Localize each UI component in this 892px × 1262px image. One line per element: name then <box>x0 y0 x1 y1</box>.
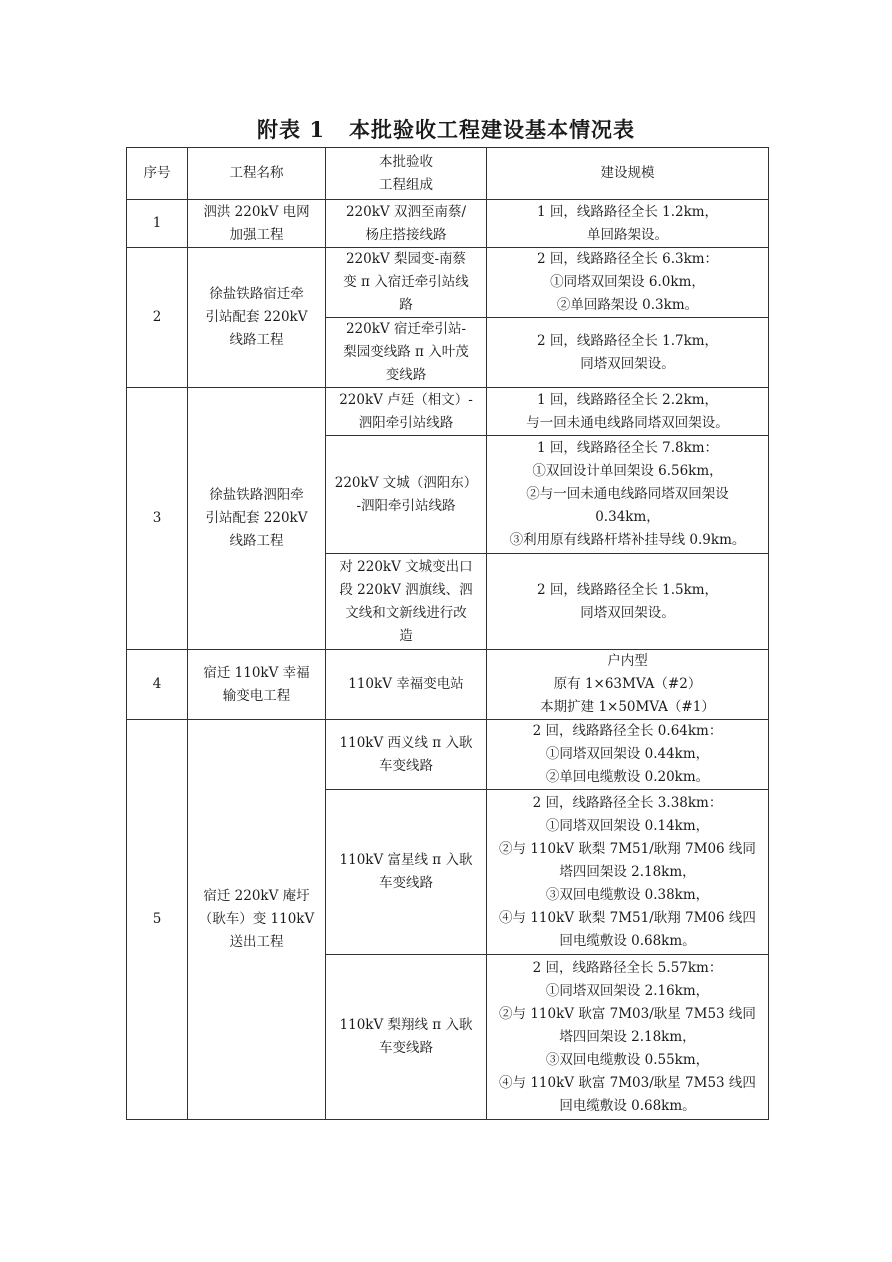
composition-cell-line: 220kV 双泗至南蔡/ <box>345 203 467 220</box>
scale-cell-line: ②单回路架设 0.3km。 <box>556 297 699 313</box>
scale-cell-line: 同塔双回架设。 <box>580 355 675 372</box>
table-row <box>127 248 769 318</box>
scale-cell-line: 户内型 <box>607 653 648 669</box>
scale-cell-line: ③双回电缆敷设 0.55km， <box>545 1051 710 1068</box>
scale-cell-line: 回电缆敷设 0.68km。 <box>559 1097 696 1114</box>
composition-cell <box>326 554 487 650</box>
scale-cell <box>487 436 769 554</box>
scale-cell-line: 塔四回架设 2.18km， <box>559 1028 696 1045</box>
composition-cell <box>326 388 487 436</box>
scale-cell-line: 2 回，线路路径全长 1.5km， <box>536 581 719 598</box>
header-composition <box>326 148 487 200</box>
scale-cell-line: 1 回，线路路径全长 7.8km： <box>536 440 719 456</box>
composition-cell-line: 文线和文新线进行改 <box>345 604 467 621</box>
scale-cell-line: ①同塔双回架设 2.16km， <box>545 982 710 999</box>
project-name-cell-line: 徐盐铁路宿迁牵 <box>209 286 304 302</box>
scale-cell-line: 单回路架设。 <box>587 226 668 243</box>
scale-cell-line: ③双回电缆敷设 0.38km， <box>545 886 710 903</box>
seq-cell <box>127 720 188 1120</box>
table-title-text: 本批验收工程建设基本情况表 <box>348 117 635 142</box>
project-name-cell-line: 线路工程 <box>229 533 284 549</box>
table-title <box>0 114 892 144</box>
project-name-cell-line: 宿迁 220kV 庵圩 <box>203 888 310 904</box>
project-name-cell-line: 线路工程 <box>229 332 284 348</box>
scale-cell-line: 回电缆敷设 0.68km。 <box>559 932 696 949</box>
composition-cell <box>326 955 487 1120</box>
scale-cell-line: ①双回设计单回架设 6.56km， <box>532 463 723 479</box>
seq-cell-line: 3 <box>152 510 162 526</box>
scale-cell <box>487 720 769 790</box>
composition-cell-line: 对 220kV 文城变出口 <box>339 558 473 575</box>
scale-cell <box>487 200 769 248</box>
scale-cell-line: 1 回，线路路径全长 1.2km， <box>536 203 719 220</box>
scale-cell-line: ①同塔双回架设 0.14km， <box>545 817 710 834</box>
project-table <box>126 147 769 1120</box>
scale-cell-line: 1 回，线路路径全长 2.2km， <box>536 391 719 408</box>
table-row <box>127 200 769 248</box>
composition-cell-line: 车变线路 <box>379 1040 433 1056</box>
project-name-cell <box>188 200 326 248</box>
scale-cell-line: 0.34km， <box>595 509 660 525</box>
header-seq: 序号 <box>127 148 188 200</box>
composition-cell-line: 泗阳牵引站线路 <box>358 414 454 431</box>
composition-cell <box>326 318 487 388</box>
composition-cell <box>326 436 487 554</box>
composition-cell-line: 造 <box>399 627 413 644</box>
scale-cell-line: 2 回，线路路径全长 5.57km： <box>532 959 723 976</box>
composition-cell-line: -泗阳牵引站线路 <box>356 497 456 514</box>
seq-cell <box>127 200 188 248</box>
project-name-cell-line: 徐盐铁路泗阳牵 <box>209 487 304 503</box>
scale-cell-line: ②与 110kV 耿梨 7M51/耿翔 7M06 线同 <box>499 840 756 857</box>
project-name-cell-line: 输变电工程 <box>222 687 291 704</box>
scale-cell-line: 2 回，线路路径全长 1.7km， <box>536 332 719 349</box>
scale-cell-line: 2 回，线路路径全长 6.3km： <box>536 251 719 267</box>
project-name-cell <box>188 720 326 1120</box>
scale-cell-line: 2 回，线路路径全长 3.38km： <box>532 794 723 811</box>
scale-cell-line: 本期扩建 1×50MVA（#1） <box>540 699 715 715</box>
composition-cell-line: 110kV 西义线 π 入耿 <box>339 734 473 751</box>
seq-cell-line: 4 <box>152 676 162 692</box>
project-name-cell <box>188 248 326 388</box>
scale-cell-line: 与一回未通电线路同塔双回架设。 <box>526 414 729 431</box>
header-project-name: 工程名称 <box>188 148 326 200</box>
composition-cell-line: 110kV 梨翔线 π 入耿 <box>339 1017 473 1033</box>
composition-cell <box>326 248 487 318</box>
composition-cell-line: 车变线路 <box>379 757 433 774</box>
table-row <box>127 388 769 436</box>
composition-cell-line: 段 220kV 泗旗线、泗 <box>339 581 473 598</box>
scale-cell-line: ④与 110kV 耿梨 7M51/耿翔 7M06 线四 <box>499 909 756 926</box>
project-name-cell <box>188 388 326 650</box>
scale-cell <box>487 650 769 720</box>
table-row <box>127 720 769 790</box>
composition-cell-line: 变 π 入宿迁牵引站线 <box>343 274 469 290</box>
header-composition-line: 本批验收 <box>379 153 433 170</box>
project-name-cell-line: 泗洪 220kV 电网 <box>203 203 310 220</box>
composition-cell-line: 梨园变线路 π 入叶茂 <box>343 344 469 360</box>
composition-cell <box>326 720 487 790</box>
scale-cell-line: ②与一回未通电线路同塔双回架设 <box>526 486 729 502</box>
seq-cell <box>127 650 188 720</box>
scale-cell-line: ②与 110kV 耿富 7M03/耿星 7M53 线同 <box>499 1005 756 1022</box>
project-name-cell <box>188 650 326 720</box>
composition-cell-line: 杨庄搭接线路 <box>365 226 447 243</box>
scale-cell-line: 同塔双回架设。 <box>580 604 675 621</box>
composition-cell-line: 220kV 卢廷（相文）- <box>339 391 473 408</box>
scale-cell <box>487 248 769 318</box>
scale-cell-line: ③利用原有线路杆塔补挂导线 0.9km。 <box>509 532 746 548</box>
scale-cell <box>487 554 769 650</box>
seq-cell-line: 2 <box>152 309 162 325</box>
composition-cell-line: 110kV 幸福变电站 <box>348 676 464 692</box>
table-number: 附表 1 <box>257 117 325 142</box>
scale-cell-line: ①同塔双回架设 6.0km， <box>550 274 705 290</box>
composition-cell <box>326 650 487 720</box>
composition-cell-line: 110kV 富星线 π 入耿 <box>339 852 473 868</box>
project-name-cell-line: 送出工程 <box>229 934 284 950</box>
seq-cell <box>127 248 188 388</box>
composition-cell-line: 220kV 梨园变-南蔡 <box>345 251 467 267</box>
composition-cell <box>326 200 487 248</box>
scale-cell-line: ①同塔双回架设 0.44km， <box>545 746 710 762</box>
project-name-cell-line: 引站配套 220kV <box>205 309 308 325</box>
composition-cell-line: 变线路 <box>385 367 427 383</box>
table-row <box>127 650 769 720</box>
scale-cell-line: 2 回，线路路径全长 0.64km： <box>532 723 723 739</box>
seq-cell-line: 1 <box>152 215 162 231</box>
header-composition-line: 工程组成 <box>379 176 433 193</box>
composition-cell-line: 220kV 宿迁牵引站- <box>345 321 467 337</box>
header-row <box>127 148 769 200</box>
composition-cell-line: 220kV 文城（泗阳东） <box>334 474 478 491</box>
scale-cell-line: 塔四回架设 2.18km， <box>559 863 696 880</box>
header-scale: 建设规模 <box>487 148 769 200</box>
scale-cell <box>487 388 769 436</box>
scale-cell <box>487 790 769 955</box>
scale-cell-line: ④与 110kV 耿富 7M03/耿星 7M53 线四 <box>499 1074 756 1091</box>
project-name-cell-line: 宿迁 110kV 幸福 <box>203 664 310 681</box>
composition-cell-line: 车变线路 <box>379 875 433 891</box>
scale-cell <box>487 955 769 1120</box>
seq-cell <box>127 388 188 650</box>
project-name-cell-line: 加强工程 <box>229 226 284 243</box>
composition-cell <box>326 790 487 955</box>
seq-cell-line: 5 <box>152 911 162 927</box>
scale-cell-line: ②单回电缆敷设 0.20km。 <box>545 769 710 785</box>
composition-cell-line: 路 <box>399 297 413 313</box>
scale-cell-line: 原有 1×63MVA（#2） <box>553 676 702 692</box>
project-name-cell-line: 引站配套 220kV <box>205 510 308 526</box>
scale-cell <box>487 318 769 388</box>
project-name-cell-line: （耿车）变 110kV <box>198 911 315 927</box>
